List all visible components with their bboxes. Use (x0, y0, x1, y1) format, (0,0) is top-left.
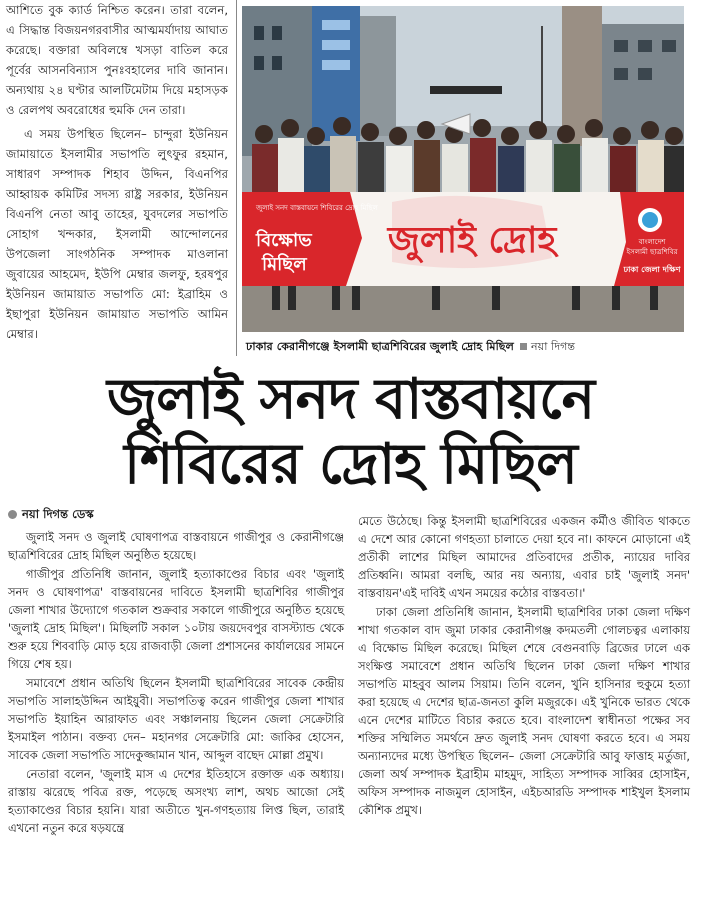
previous-story-paragraph: এ সময় উপস্থিত ছিলেন– চান্দুরা ইউনিয়ন জামায়াতে ইসলামীর সভাপতি লুৎফুর রহমান, সাধারণ সম্পাদক শিহাব উদ্দিন, বিএনপির আহ্বায়ক কমিটির সদস্য রাষ্ট্র সরকার, ইউনিয়ন বিএনপি নেতা আবু তাহের, যুবদলের সভাপতি সোহাগ খন্দকার, ইসলামী আন্দোলনের উপজেলা সাংগঠনিক সম্পাদক মাওলানা জুবায়ের আহমেদ, ইউপি মেম্বার জলফু, হরষপুর ইউনিয়ন জামায়াত সভাপতি মো: ইব্রাহিম ও ইছাপুরা ইউনিয়ন জামায়াত সভাপতি আমিন মেম্বার। (6, 127, 228, 341)
banner-left-big-text-2: মিছিল (262, 254, 307, 275)
banner-right-unit-text: ঢাকা জেলা দক্ষিণ (623, 265, 681, 274)
article-column-2 (358, 512, 690, 819)
article-paragraph: মেতে উঠেছে। কিন্তু ইসলামী ছাত্রশিবিরের একজন কর্মীও জীবিত থাকতে এ দেশে আর কোনো গণহত্যা চালাতে দেয়া হবে না। কাফনে মোড়ানো এই প্রতীকী লাশের মিছিল আমাদের প্রতিবাদের প্রতীক, ন্যায়ের দাবির প্রতিধ্বনি। আমরা বলছি, আর নয় অন্যায়, এবার চাই 'জুলাই সনদ' বাস্তবায়ন'এই দাবিই এখন সময়ের কঠোর বাস্তবতা।' (358, 514, 690, 600)
previous-story-paragraph: আশিতে বুক ক্যার্ড নিশ্চিত করেন। তারা বলেন, এ সিদ্ধান্ত বিজয়নগরবাসীর আত্মমর্যাদায় আঘাত করেছে। বক্তারা অবিলম্বে খসড়া বাতিল করে পূর্বের আসনবিন্যাস পুনঃবহালের দাবি জানান। অন্যথায় ২৪ ঘণ্টার আলটিমেটাম দিয়ে মহাসড়ক ও রেলপথ অবরোধের হুমকি দেন তারা। (6, 3, 228, 117)
previous-story-column (6, 0, 228, 360)
headline-line-1: জুলাই সনদ বাস্তবায়নে (106, 367, 595, 432)
article-paragraph: জুলাই সনদ ও জুলাই ঘোষণাপত্র বাস্তবায়নে গাজীপুর ও কেরানীগঞ্জে ছাত্রশিবিরের দ্রোহ মিছিল অনুষ্ঠিত হয়েছে। (8, 530, 344, 562)
photo-caption (246, 338, 686, 356)
article-paragraph: নেতারা বলেন, 'জুলাই মাস এ দেশের ইতিহাসে রক্তাক্ত এক অধ্যায়। রাস্তায় ঝরেছে পবিত্র রক্ত, পড়েছে অসংখ্য লাশ, অথচ আজো সেই হত্যাকাণ্ডের বিচার হয়নি। যারা অতীতে খুন-গণহত্যায় লিপ্ত ছিল, তারাই এখনো নতুন করে ষড়যন্ত্রে (8, 767, 344, 835)
caption-separator-icon (520, 343, 527, 350)
photo-caption-text: ঢাকার কেরানীগঞ্জে ইসলামী ছাত্রশিবিরের জুলাই দ্রোহ মিছিল (246, 340, 514, 353)
desk-byline-text: নয়া দিগন্ত ডেস্ক (22, 507, 94, 521)
article-paragraph: গাজীপুর প্রতিনিধি জানান, জুলাই হত্যাকাণ্ডের বিচার এবং 'জুলাই সনদ ও ঘোষণাপত্র' বাস্তবায়নের দাবিতে ইসলামী ছাত্রশিবির গাজীপুর জেলা শাখার উদ্যোগে গতকাল শুক্রবার সকালে গাজীপুরে অনুষ্ঠিত হয়েছে 'জুলাই দ্রোহ মিছিল'। মিছিলটি সকাল ১০টায় জয়দেবপুর বাসস্ট্যান্ড থেকে শুরু হয়ে শিববাড়ি মোড় হয়ে রাজবাড়ী জেলা প্রশাসনের কার্যালয়ের সামনে গিয়ে শেষ হয়। (8, 567, 344, 671)
banner-left-small-text: জুলাই সনদ বাস্তবায়নে শিবিরের দ্রোহ মিছিল (256, 204, 378, 212)
article-column-1 (8, 504, 344, 837)
headline-line-2: শিবিরের দ্রোহ মিছিল (124, 432, 577, 497)
photo-credit: নয়া দিগন্ত (530, 340, 576, 353)
article-paragraph: ঢাকা জেলা প্রতিনিধি জানান, ইসলামী ছাত্রশিবির ঢাকা জেলা দক্ষিণ শাখা গতকাল বাদ জুমা ঢাকার কেরানীগঞ্জ কদমতলী গোলচত্বর এলাকায় এ বিক্ষোভ মিছিল করেছে। মিছিল শেষে বেগুনবাড়ি ব্রিজের ঢালে এক সংক্ষিপ্ত সমাবেশে প্রধান অতিথি ছিলেন ঢাকা জেলা দক্ষিণ শাখার সভাপতি মাহবুব আলম সিয়াম। তিনি বলেন, খুনি হাসিনার হুকুমে হত্যা করা হয়েছে এ দেশের ছাত্র-জনতা কুলি মজুরকে। এই খুনিকে ভারত থেকে এনে দেশের মাটিতে বিচার করতে হবে। বাংলাদেশ স্বাধীনতা পক্ষের সব শক্তির সম্মিলিত সমর্থনে দ্রুত জুলাই সনদ ঘোষণা করতে হবে। এ সময় অন্যান্যদের মধ্যে উপস্থিত ছিলেন– জেলা সেক্রেটারি আবু ফাত্তাহ মর্তুজা, জেলা অর্থ সম্পাদক ইব্রাহীম মাহমুদ, সাহিত্য সম্পাদক সাব্বির হোসাইন, অফিস সম্পাদক নাজমুল হোসাইন, এইচআরডি সম্পাদক শাইখুল ইসলাম কৌশিক প্রমুখ। (358, 605, 690, 817)
column-divider (236, 0, 237, 356)
article-paragraph: সমাবেশে প্রধান অতিথি ছিলেন ইসলামী ছাত্রশিবিরের সাবেক কেন্দ্রীয় সভাপতি সালাহউদ্দিন আইয়ুবী। সভাপতিত্ব করেন গাজীপুর জেলা শাখার সভাপতি ইয়াহিন আরাফাত এবং সঞ্চালনায় ছিলেন জেলা সেক্রেটারি ইসমাইল পাঠান। বক্তব্য দেন– মহানগর সেক্রেটারি মো: জাকির হোসেন, সাবেক জেলা সভাপতি সাদেকুজ্জামান খান, আব্দুল বাছেদ মোল্লা প্রমুখ। (8, 676, 344, 762)
headline (0, 368, 701, 498)
rally-photo (242, 6, 684, 332)
banner-right-org-text-2: ইসলামী ছাত্রশিবির (626, 248, 678, 256)
banner-main-text: জুলাই দ্রোহ (387, 220, 557, 261)
desk-byline (8, 504, 344, 524)
banner-right-org-text-1: বাংলাদেশ (638, 238, 666, 246)
rally-photo-illustration (242, 6, 684, 332)
bullet-icon (8, 510, 17, 519)
banner-left-big-text-1: বিক্ষোভ (256, 230, 312, 251)
